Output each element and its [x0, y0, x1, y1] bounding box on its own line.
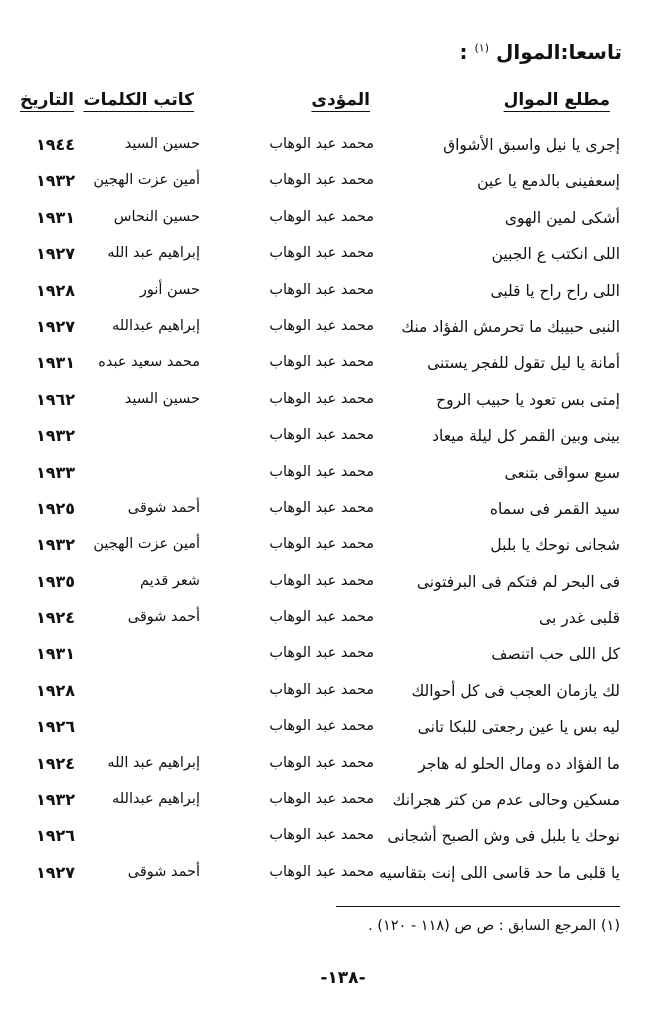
date-cell: ١٩٢٦ [36, 717, 76, 737]
performer-cell: محمد عبد الوهاب [269, 681, 374, 698]
date-cell: ١٩٢٧ [36, 316, 76, 336]
matla-cell: إمتى بس تعود يا حبيب الروح [436, 390, 620, 409]
table-row [0, 164, 666, 200]
table-row [0, 237, 666, 273]
table-row [0, 419, 666, 455]
matla-cell: سبع سواقى بتنعى [504, 463, 620, 482]
column-header-lyricist: كاتب الكلمات [83, 90, 194, 110]
performer-cell: محمد عبد الوهاب [269, 463, 374, 480]
table-row [0, 310, 666, 346]
lyricist-cell: محمد سعيد عبده [98, 354, 200, 371]
section-heading [460, 40, 622, 64]
section-title: تاسعا:الموال [495, 40, 622, 64]
date-cell: ١٩٦٢ [36, 389, 76, 409]
performer-cell: محمد عبد الوهاب [269, 499, 374, 516]
table-row [0, 674, 666, 710]
table-row [0, 565, 666, 601]
performer-cell: محمد عبد الوهاب [269, 863, 374, 880]
matla-cell: لك يازمان العجب فى كل أحوالك [411, 681, 620, 700]
matla-cell: أمانة يا ليل تقول للفجر يستنى [427, 354, 620, 373]
column-header-matla: مطلع الموال [503, 90, 610, 110]
column-header-performer: المؤدى [311, 90, 370, 110]
table-row [0, 492, 666, 528]
matla-cell: مسكين وحالى عدم من كتر هجرانك [392, 791, 620, 810]
date-cell: ١٩٢٤ [36, 608, 76, 628]
lyricist-cell: إبراهيم عبدالله [111, 791, 200, 808]
date-cell: ١٩٢٧ [36, 862, 76, 882]
date-cell: ١٩٢٧ [36, 244, 76, 264]
matla-cell: ليه بس يا عين رجعتى للبكا تانى [417, 718, 620, 737]
table-row [0, 856, 666, 892]
table-row [0, 346, 666, 382]
matla-cell: نوحك يا بلبل فى وش الصبح أشجانى [387, 827, 620, 846]
performer-cell: محمد عبد الوهاب [269, 791, 374, 808]
date-cell: ١٩٣٢ [36, 171, 76, 191]
mawwal-table [0, 128, 666, 892]
lyricist-cell: إبراهيم عبد الله [107, 245, 200, 262]
matla-cell: يا قلبى ما حد قاسى اللى إنت بتقاسيه [379, 863, 620, 882]
date-cell: ١٩٣١ [36, 644, 76, 664]
matla-cell: بينى وبين القمر كل ليلة ميعاد [432, 427, 620, 446]
table-row [0, 710, 666, 746]
performer-cell: محمد عبد الوهاب [269, 427, 374, 444]
matla-cell: قلبى غدر بى [539, 609, 620, 628]
date-cell: ١٩٣٢ [36, 426, 76, 446]
performer-cell: محمد عبد الوهاب [269, 572, 374, 589]
performer-cell: محمد عبد الوهاب [269, 718, 374, 735]
date-cell: ١٩٤٤ [36, 135, 76, 154]
lyricist-cell: حسين النحاس [113, 208, 200, 225]
lyricist-cell: حسن أنور [139, 281, 200, 298]
matla-cell: أشكى لمين الهوى [504, 208, 620, 227]
table-row [0, 637, 666, 673]
table-row [0, 783, 666, 819]
lyricist-cell: أحمد شوقى [127, 499, 200, 516]
footnote-reference: (١) [474, 41, 490, 55]
lyricist-cell: شعر قديم [140, 572, 200, 589]
page-number: -١٣٨- [320, 968, 366, 988]
table-row [0, 128, 666, 164]
date-cell: ١٩٢٨ [36, 680, 76, 700]
footnote-divider [336, 906, 620, 907]
performer-cell: محمد عبد الوهاب [269, 827, 374, 844]
date-cell: ١٩٢٨ [36, 280, 76, 300]
date-cell: ١٩٣١ [36, 353, 76, 373]
date-cell: ١٩٣١ [36, 207, 76, 227]
date-cell: ١٩٢٤ [36, 753, 76, 773]
performer-cell: محمد عبد الوهاب [269, 354, 374, 371]
performer-cell: محمد عبد الوهاب [269, 754, 374, 771]
table-row [0, 201, 666, 237]
date-cell: ١٩٢٦ [36, 826, 76, 846]
matla-cell: اللى انكتب ع الجبين [491, 245, 620, 264]
table-row [0, 747, 666, 783]
performer-cell: محمد عبد الوهاب [269, 208, 374, 225]
column-header-date: التاريخ [20, 90, 74, 110]
matla-cell: النبى حبيبك ما تحرمش الفؤاد منك [401, 317, 620, 336]
lyricist-cell: إبراهيم عبدالله [111, 317, 200, 334]
matla-cell: سيد القمر فى سماه [489, 499, 620, 518]
table-row [0, 456, 666, 492]
page-number-wrapper [0, 968, 666, 988]
lyricist-cell: حسين السيد [124, 136, 200, 152]
date-cell: ١٩٣٢ [36, 790, 76, 810]
matla-cell: شجانى نوحك يا بلبل [490, 536, 620, 555]
date-cell: ١٩٣٥ [36, 571, 76, 591]
matla-cell: إسعفينى بالدمع يا عين [477, 172, 620, 191]
table-row [0, 383, 666, 419]
performer-cell: محمد عبد الوهاب [269, 609, 374, 626]
table-row [0, 819, 666, 855]
performer-cell: محمد عبد الوهاب [269, 390, 374, 407]
performer-cell: محمد عبد الوهاب [269, 245, 374, 262]
matla-cell: اللى راح راح يا قلبى [490, 281, 620, 300]
performer-cell: محمد عبد الوهاب [269, 317, 374, 334]
date-cell: ١٩٣٢ [36, 535, 76, 555]
matla-cell: إجرى يا نيل واسبق الأشواق [443, 136, 620, 154]
table-row [0, 528, 666, 564]
performer-cell: محمد عبد الوهاب [269, 645, 374, 662]
lyricist-cell: أمين عزت الهجين [93, 172, 200, 189]
lyricist-cell: أمين عزت الهجين [93, 536, 200, 553]
date-cell: ١٩٢٥ [36, 498, 76, 518]
footnote: (١) المرجع السابق : ص ص (١١٨ - ١٢٠) . [368, 918, 620, 934]
performer-cell: محمد عبد الوهاب [269, 536, 374, 553]
lyricist-cell: حسين السيد [124, 390, 200, 407]
matla-cell: ما الفؤاد ده ومال الحلو له هاجر [418, 754, 620, 773]
date-cell: ١٩٣٣ [36, 462, 76, 482]
performer-cell: محمد عبد الوهاب [269, 172, 374, 189]
table-row [0, 274, 666, 310]
lyricist-cell: أحمد شوقى [127, 863, 200, 880]
lyricist-cell: أحمد شوقى [127, 609, 200, 626]
lyricist-cell: إبراهيم عبد الله [107, 754, 200, 771]
table-row [0, 601, 666, 637]
performer-cell: محمد عبد الوهاب [269, 281, 374, 298]
matla-cell: فى البحر لم فتكم فى البرفتونى [416, 572, 620, 591]
matla-cell: كل اللى حب اتنصف [491, 645, 620, 664]
heading-colon: : [459, 40, 468, 64]
performer-cell: محمد عبد الوهاب [269, 136, 374, 152]
